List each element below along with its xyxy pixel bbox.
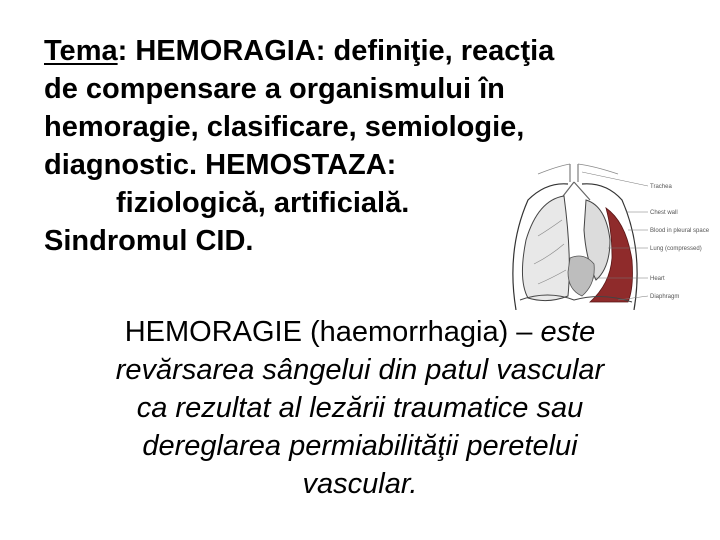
- definition-term-tail: este: [532, 316, 596, 348]
- title-line-1: [44, 32, 684, 70]
- title-line-1-text: : HEMORAGIA: definiţie, reacţia: [117, 35, 555, 67]
- label-blood: Blood in pleural space: [650, 228, 710, 234]
- definition-line-3: ca rezultat al lezării traumatice sau: [136, 392, 584, 424]
- label-trachea: Trachea: [650, 184, 672, 190]
- title-line-5: fiziologică, artificială.: [116, 187, 410, 219]
- definition-line-1: [40, 313, 680, 351]
- label-heart: Heart: [650, 276, 665, 282]
- definition-line-2: revărsarea sângelui din patul vascular: [115, 354, 605, 386]
- definition-line-4: dereglarea permiabilităţii peretelui: [142, 430, 578, 462]
- lung-diagram-svg: [498, 160, 720, 310]
- title-line-4: diagnostic. HEMOSTAZA:: [44, 149, 397, 181]
- title-prefix: Tema: [44, 35, 118, 67]
- label-lung: Lung (compressed): [650, 246, 702, 252]
- lung-illustration: [498, 160, 720, 310]
- title-line-2: de compensare a organismului în: [44, 73, 505, 105]
- label-diaphragm: Diaphragm: [650, 294, 680, 300]
- definition-term: HEMORAGIE (haemorrhagia) –: [124, 316, 533, 348]
- title-line-3: hemoragie, clasificare, semiologie,: [44, 111, 525, 143]
- label-chest-wall: Chest wall: [650, 210, 678, 216]
- definition-paragraph: [40, 313, 680, 503]
- definition-line-5: vascular.: [302, 468, 418, 500]
- title-line-6: Sindromul CID.: [44, 225, 254, 257]
